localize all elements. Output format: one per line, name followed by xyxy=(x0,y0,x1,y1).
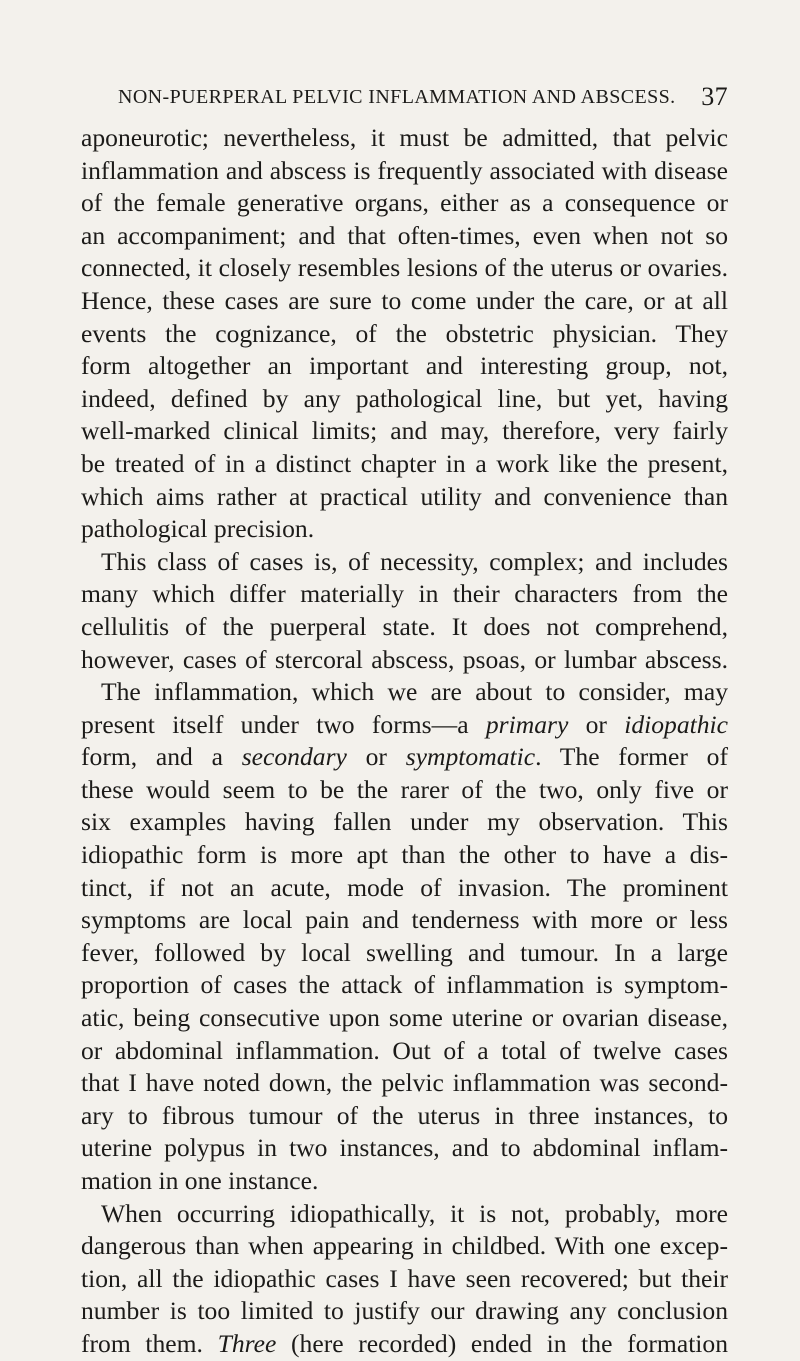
text-line: mation in one instance. xyxy=(81,1166,319,1195)
text-run: or xyxy=(346,742,406,772)
text-line: tinct, if not an acute, mode of invasion. The prominent xyxy=(81,872,728,902)
text-line: form altogether an important and interesting group, not, xyxy=(81,351,728,381)
text-line: be treated of in a distinct chapter in a work like the present, xyxy=(81,448,728,478)
text-line: connected, it closely resembles lesions of the uterus or ovaries. xyxy=(81,253,728,283)
text-run: or xyxy=(568,709,625,739)
page-number: 37 xyxy=(701,82,728,111)
running-header xyxy=(118,82,728,114)
text-line: pathological precision. xyxy=(81,514,315,544)
text-line: however, cases of stercoral abscess, psoas, or lumbar abscess. xyxy=(81,644,728,674)
text-run: from them. xyxy=(81,1328,218,1358)
italic-term: idiopathic xyxy=(624,709,728,739)
text-line: of the female generative organs, either as a consequence or xyxy=(81,188,728,218)
text-line: uterine polypus in two instances, and to abdominal inflam- xyxy=(81,1133,728,1163)
text-line: When occurring idiopathically, it is not, probably, more xyxy=(101,1198,728,1228)
text-line: fever, followed by local swelling and tumour. In a large xyxy=(81,937,728,967)
italic-term: symptomatic xyxy=(405,742,536,772)
text-run: present itself under two forms—a xyxy=(81,709,486,739)
text-line: an accompaniment; and that often-times, even when not so xyxy=(81,220,728,250)
text-run: . The former of xyxy=(535,742,728,772)
text-line: proportion of cases the attack of inflammation is symptom- xyxy=(81,970,728,1000)
text-line xyxy=(81,709,728,742)
text-line: The inflammation, which we are about to consider, may xyxy=(101,677,728,707)
text-line: that I have noted down, the pelvic inflammation was second- xyxy=(81,1068,728,1098)
body-text xyxy=(81,122,728,1361)
text-line: indeed, defined by any pathological line, but yet, having xyxy=(81,383,728,413)
italic-term: Three xyxy=(217,1328,277,1358)
italic-term: secondary xyxy=(241,742,347,772)
text-line: which aims rather at practical utility and convenience than xyxy=(81,481,728,511)
text-line: aponeurotic; nevertheless, it must be admitted, that pelvic xyxy=(81,123,728,152)
text-line: number is too limited to justify our drawing any conclusion xyxy=(81,1296,728,1326)
text-line: symptoms are local pain and tenderness with more or less xyxy=(81,905,728,935)
text-line xyxy=(81,1328,728,1361)
text-line: six examples having fallen under my observation. This xyxy=(81,807,728,837)
text-line: or abdominal inflammation. Out of a total of twelve cases xyxy=(81,1035,728,1065)
text-run: (here recorded) ended in the formation xyxy=(276,1328,729,1358)
text-line: these would seem to be the rarer of the two, only five or xyxy=(81,774,728,804)
text-line: tion, all the idiopathic cases I have seen recovered; but their xyxy=(81,1263,728,1293)
italic-term: primary xyxy=(485,709,569,739)
text-line: many which differ materially in their characters from the xyxy=(81,579,728,609)
text-line: dangerous than when appearing in childbed. With one excep- xyxy=(81,1231,728,1261)
text-line: inflammation and abscess is frequently associated with disease xyxy=(81,155,728,185)
text-line: This class of cases is, of necessity, complex; and includes xyxy=(101,546,728,576)
text-line xyxy=(81,741,728,774)
text-line: cellulitis of the puerperal state. It does not comprehend, xyxy=(81,611,728,641)
text-run: form, and a xyxy=(81,742,242,772)
text-line: ary to fibrous tumour of the uterus in three instances, to xyxy=(81,1100,728,1130)
text-line: events the cognizance, of the obstetric physician. They xyxy=(81,318,728,348)
text-line: atic, being consecutive upon some uterine or ovarian disease, xyxy=(81,1003,728,1033)
text-line: well-marked clinical limits; and may, therefore, very fairly xyxy=(81,416,728,446)
text-line: Hence, these cases are sure to come under the care, or at all xyxy=(81,285,728,315)
text-line: idiopathic form is more apt than the other to have a dis- xyxy=(81,840,728,870)
running-title: NON-PUERPERAL PELVIC INFLAMMATION AND ABSCESS. xyxy=(118,86,676,108)
